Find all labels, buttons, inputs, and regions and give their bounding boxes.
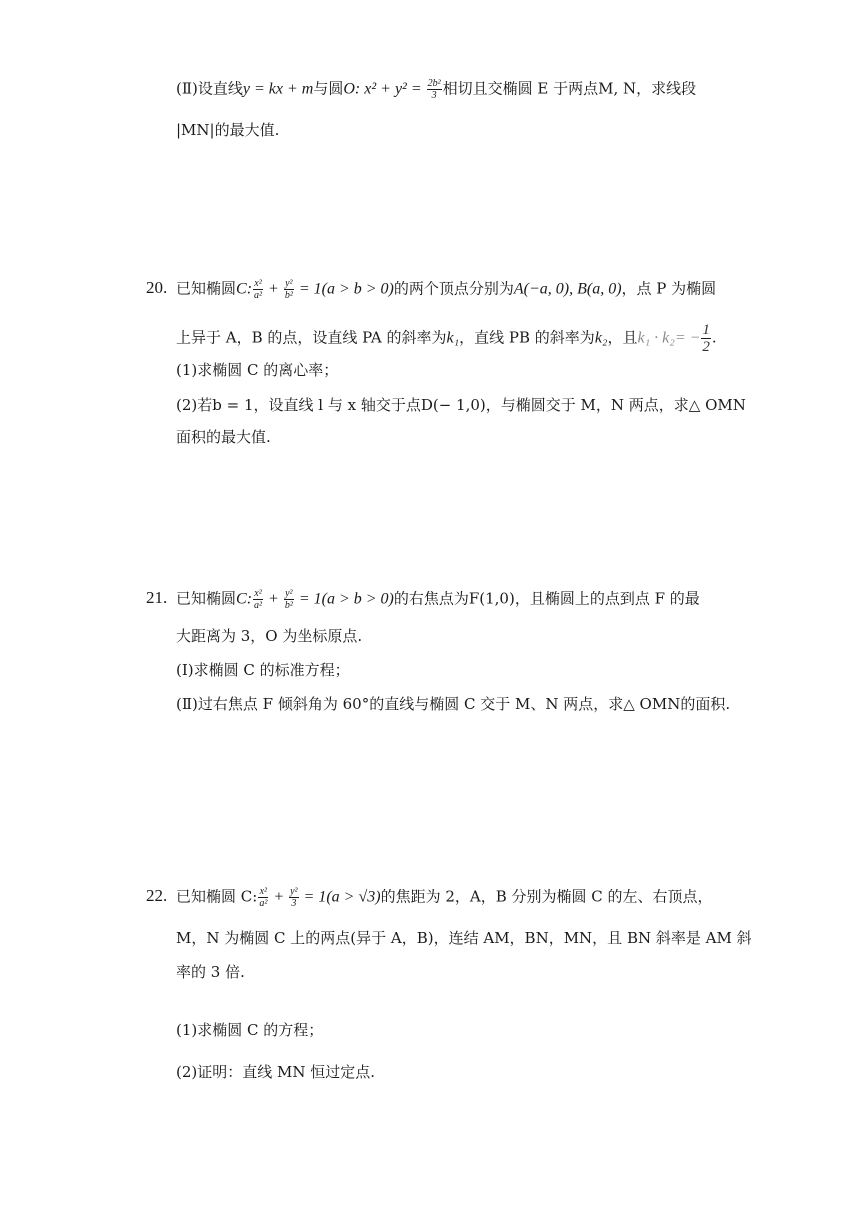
- q22-number: 22.: [146, 886, 168, 905]
- q19-part2-mid: 与圆: [313, 79, 344, 98]
- q21-plus: +: [264, 590, 283, 608]
- q20-k2: k₂: [594, 329, 608, 347]
- q20-half-fraction: [701, 322, 711, 355]
- q20-product: k₁ · k₂: [637, 329, 675, 347]
- q22-frac-x: [258, 886, 268, 909]
- q21-frac-y-num: y²: [285, 588, 293, 599]
- q21-line1: [176, 588, 700, 611]
- q22-suffix: 的焦距为 2，A，B 分别为椭圆 C 的左、右顶点，: [380, 887, 713, 906]
- q20-points: A(−a, 0), B(a, 0): [513, 280, 622, 298]
- q20-line1: [176, 278, 716, 301]
- q20-half-den: 2: [702, 339, 710, 355]
- q20-line2-end: .: [711, 328, 717, 347]
- q20-mid: 的两个顶点分别为: [393, 279, 514, 298]
- q21-line2: 大距离为 3，O 为坐标原点.: [176, 627, 363, 645]
- q19-part2-line1: [176, 78, 696, 101]
- q21-c-label: C:: [236, 590, 253, 608]
- q20-frac-y: [284, 278, 294, 301]
- q22-frac-x-den: a²: [259, 898, 268, 909]
- q22-eq: = 1(a > √3): [299, 888, 381, 906]
- q22-line1: [176, 886, 713, 909]
- q19-circle-equation: O: x² + y² =: [343, 80, 426, 98]
- q21-number: 21.: [146, 588, 168, 607]
- q20-k1: k₁: [446, 329, 460, 347]
- q21-part2: (Ⅱ)过右焦点 F 倾斜角为 60°的直线与椭圆 C 交于 M、N 两点，求△ OMN的面积.: [176, 695, 731, 713]
- q20-frac-x-den: a²: [254, 290, 263, 301]
- q20-frac-y-num: y²: [285, 278, 293, 289]
- q21-frac-x: [253, 588, 263, 611]
- q21-part1: (Ⅰ)求椭圆 C 的标准方程；: [176, 661, 350, 679]
- q21-frac-x-num: x²: [254, 588, 262, 599]
- q21-frac-y: [284, 588, 294, 611]
- q22-plus: +: [269, 888, 289, 906]
- q20-line2-prefix: 上异于 A，B 的点，设直线 PA 的斜率为: [176, 328, 447, 347]
- q22-part2: (2)证明：直线 MN 恒过定点.: [176, 1063, 376, 1081]
- q20-part2-line1: (2)若b = 1，设直线 l 与 x 轴交于点D(− 1,0)，与椭圆交于 M，N 两点，求△ OMN: [176, 396, 746, 414]
- q20-part2-line2: 面积的最大值.: [176, 428, 271, 446]
- q20-frac-y-den: b²: [284, 290, 293, 301]
- q20-part1: (1)求椭圆 C 的离心率；: [176, 361, 339, 379]
- q22-part1: (1)求椭圆 C 的方程；: [176, 1021, 324, 1039]
- q20-number: 20.: [146, 278, 168, 297]
- q20-half-num: 1: [702, 322, 710, 338]
- q20-c-label: C:: [236, 280, 253, 298]
- q20-plus: +: [264, 280, 283, 298]
- q20-line2-mid: ，直线 PB 的斜率为: [459, 328, 595, 347]
- q21-frac-x-den: a²: [254, 600, 263, 611]
- q22-frac-y-den: 3: [291, 898, 297, 909]
- q20-prefix: 已知椭圆: [176, 279, 237, 298]
- q19-frac-numerator: 2b²: [427, 78, 441, 89]
- q19-line-equation: y = kx + m: [242, 80, 314, 98]
- q22-line2: M，N 为椭圆 C 上的两点(异于 A，B)，连结 AM，BN，MN，且 BN 斜率是 AM 斜: [176, 929, 752, 947]
- q20-line2-and: ，且: [607, 328, 638, 347]
- q21-suffix: 的右焦点为F(1,0)，且椭圆上的点到点 F 的最: [393, 589, 700, 608]
- q19-part2-line2: |MN|的最大值.: [176, 121, 280, 139]
- q22-frac-y: [289, 886, 298, 909]
- q20-line2: [176, 322, 717, 355]
- q21-eq: = 1(a > b > 0): [294, 590, 394, 608]
- q22-frac-x-num: x²: [259, 886, 268, 897]
- q21-prefix: 已知椭圆: [176, 589, 237, 608]
- q22-prefix: 已知椭圆 C:: [176, 887, 258, 906]
- q21-frac-y-den: b²: [284, 600, 293, 611]
- q20-frac-x: [253, 278, 263, 301]
- q19-frac-denominator: 3: [431, 90, 437, 101]
- q19-radius-fraction: [427, 78, 442, 101]
- q20-frac-x-num: x²: [254, 278, 262, 289]
- q20-suffix: ，点 P 为椭圆: [621, 279, 717, 298]
- q20-eq-minus: = −: [674, 329, 701, 347]
- q22-frac-y-num: y²: [290, 886, 298, 897]
- q20-eq: = 1(a > b > 0): [294, 280, 394, 298]
- q19-part2-suffix: 相切且交椭圆 E 于两点M, N，求线段: [442, 79, 697, 98]
- q19-part2-prefix: (Ⅱ)设直线: [176, 79, 243, 98]
- q22-line3: 率的 3 倍.: [176, 963, 245, 981]
